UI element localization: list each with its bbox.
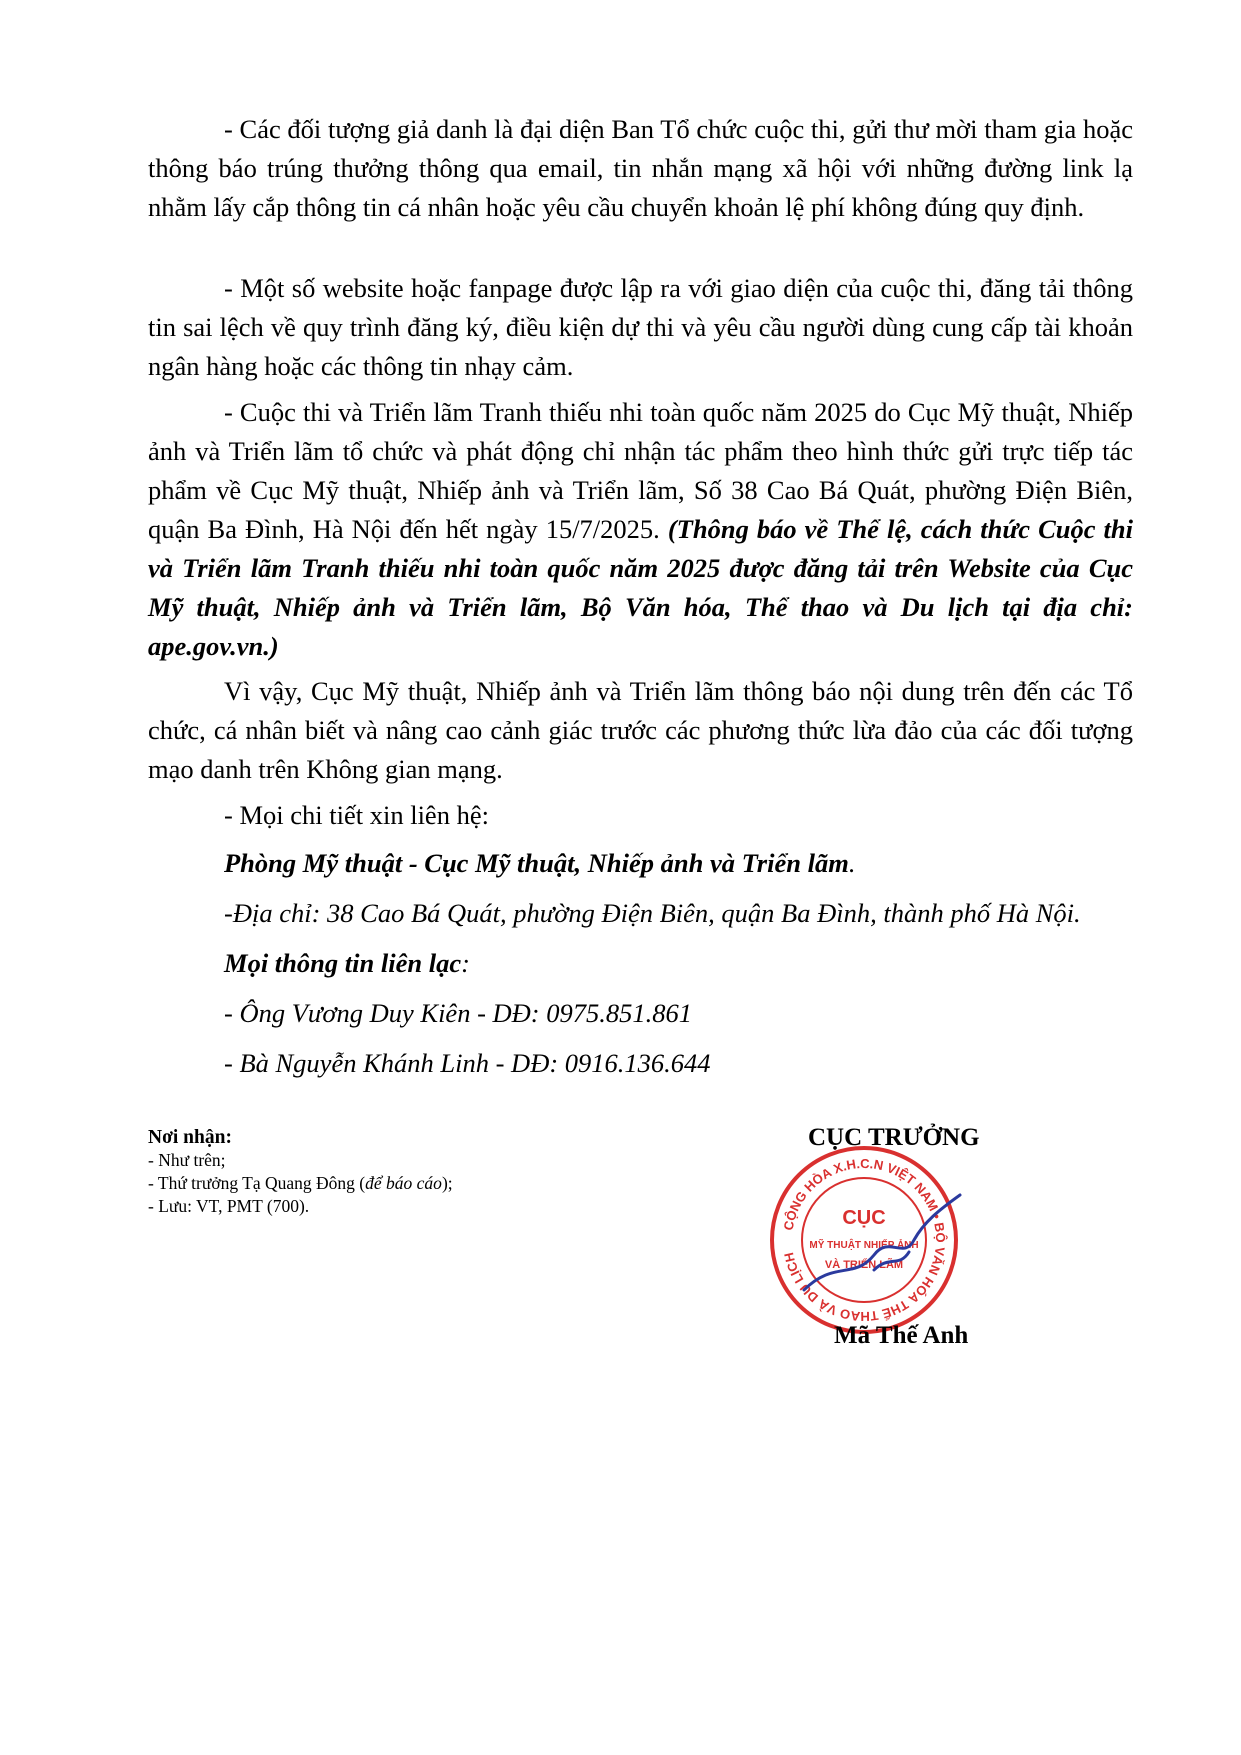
recipient-item: - Như trên;: [148, 1150, 226, 1170]
stamp-line-2: MỸ THUẬT NHIẾP ẢNH: [809, 1240, 919, 1251]
paragraph-text: - Một số website hoặc fanpage được lập ra với giao diện của cuộc thi, đăng tải thông tin sai lệch về quy trình đăng ký, điều kiện dự thi và yêu cầu người dùng cung cấp tài khoản ngân hàng hoặc các thông tin nhạy cảm.: [148, 273, 1133, 381]
stamp-line-1: CỤC: [842, 1207, 886, 1229]
department-name: Phòng Mỹ thuật - Cục Mỹ thuật, Nhiếp ảnh và Triển lãm: [224, 848, 849, 878]
paragraph-fake-websites: [148, 269, 1133, 386]
signature-title: CỤC TRƯỞNG: [808, 1124, 980, 1151]
svg-text:CỘNG HÒA X.H.C.N VIỆT NAM • BỘ: CỘNG HÒA X.H.C.N VIỆT NAM • BỘ VĂN HÓA THỂ THAO VÀ DU LỊCH: [780, 1155, 949, 1325]
paragraph-contest-info: [148, 393, 1133, 666]
paragraph-text: - Các đối tượng giả danh là đại diện Ban Tổ chức cuộc thi, gửi thư mời tham gia hoặc thông báo trúng thưởng thông qua email, tin nhắn mạng xã hội với những đường link lạ nhằm lấy cắp thông tin cá nhân hoặc yêu cầu chuyển khoản lệ phí không đúng quy định.: [148, 114, 1133, 222]
paragraph-text: [148, 393, 1133, 666]
stamp-line-3: VÀ TRIỂN LÃM: [824, 1259, 904, 1271]
recipients-heading: Nơi nhận:: [148, 1127, 232, 1148]
paragraph-impersonation: [148, 110, 1133, 227]
contact-person-1: - Ông Vương Duy Kiên - DĐ: 0975.851.861: [224, 998, 692, 1028]
signer-name: Mã Thế Anh: [834, 1322, 969, 1349]
contact-department: Phòng Mỹ thuật - Cục Mỹ thuật, Nhiếp ảnh và Triển lãm.: [224, 848, 856, 878]
contact-intro: - Mọi chi tiết xin liên hệ:: [224, 800, 489, 830]
official-seal-stamp: [764, 1140, 964, 1340]
contact-address: -Địa chỉ: 38 Cao Bá Quát, phường Điện Biên, quận Ba Đình, thành phố Hà Nội.: [224, 898, 1081, 928]
paragraph-warning: [148, 672, 1133, 789]
recipients-block: [148, 1126, 453, 1218]
info-heading-text: Mọi thông tin liên lạc: [224, 948, 462, 978]
recipient-item: - Thứ trưởng Tạ Quang Đông (để báo cáo);: [148, 1173, 453, 1193]
contest-info-text: - Cuộc thi và Triển lãm Tranh thiếu nhi toàn quốc năm 2025 do Cục Mỹ thuật, Nhiếp ảnh và Triển lãm tổ chức và phát động chỉ nhận tác phẩm theo hình thức gửi trực tiếp tác phẩm về Cục Mỹ thuật, Nhiếp ảnh và Triển lãm, Số 38 Cao Bá Quát, phường Điện Biên, quận Ba Đình, Hà Nội đến hết ngày 15/7/2025.: [148, 397, 1133, 544]
contest-rules-note: (Thông báo về Thể lệ, cách thức Cuộc thi và Triển lãm Tranh thiếu nhi toàn quốc năm 2025 được đăng tải trên Website của Cục Mỹ thuật, Nhiếp ảnh và Triển lãm, Bộ Văn hóa, Thể thao và Du lịch tại địa chỉ: ape.gov.vn.): [148, 514, 1133, 661]
paragraph-text: Vì vậy, Cục Mỹ thuật, Nhiếp ảnh và Triển lãm thông báo nội dung trên đến các Tổ chức, cá nhân biết và nâng cao cảnh giác trước các phương thức lừa đảo của các đối tượng mạo danh trên Không gian mạng.: [148, 676, 1133, 784]
contact-person-2: - Bà Nguyễn Khánh Linh - DĐ: 0916.136.644: [224, 1048, 711, 1078]
recipient-item: - Lưu: VT, PMT (700).: [148, 1196, 310, 1216]
contact-info-heading: Mọi thông tin liên lạc:: [224, 948, 470, 978]
